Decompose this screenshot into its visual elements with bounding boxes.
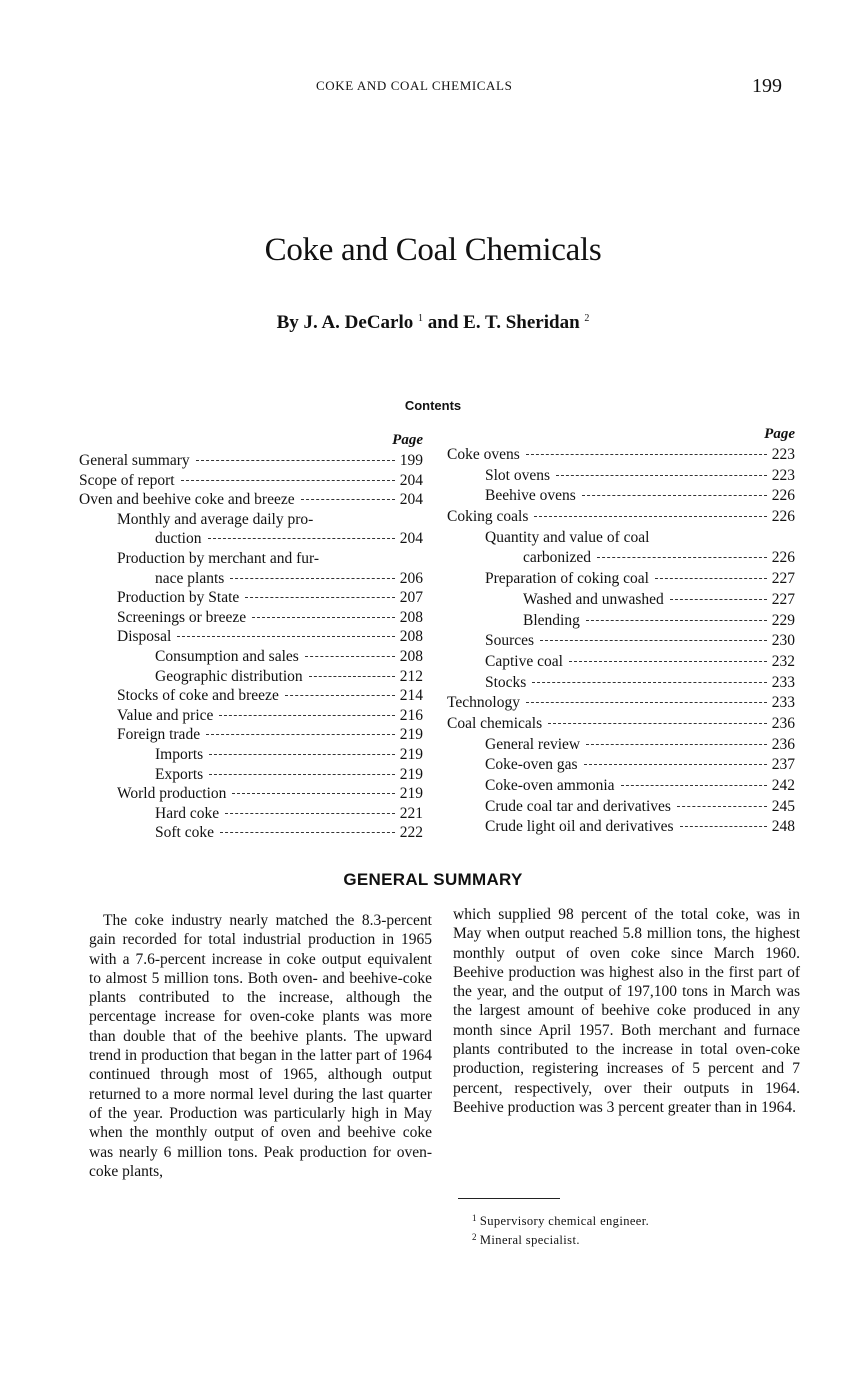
toc-entry-label: Blending xyxy=(523,611,580,629)
toc-entry-page: 219 xyxy=(399,785,423,803)
toc-entry-label: Quantity and value of coal xyxy=(485,528,650,546)
toc-entry-page: 236 xyxy=(771,714,795,732)
toc-dot-leader xyxy=(305,655,395,657)
toc-entry xyxy=(447,611,795,632)
toc-entry-label: Coke ovens xyxy=(447,446,520,463)
toc-entry-page: 207 xyxy=(399,589,423,607)
toc-page-label: Page xyxy=(392,432,423,448)
toc-entry-label: Screenings or breeze xyxy=(117,608,247,626)
toc-entry-label: Washed and unwashed xyxy=(523,590,664,608)
toc-entry-page: 199 xyxy=(399,452,423,469)
toc-entry xyxy=(447,776,795,797)
toc-left-column xyxy=(79,429,423,843)
toc-entry xyxy=(79,784,423,804)
toc-entry xyxy=(447,652,795,673)
footnote-number: 1 xyxy=(472,1213,477,1223)
toc-dot-leader xyxy=(230,577,394,579)
toc-entry xyxy=(79,510,423,530)
body-text-right: which supplied 98 percent of the total coke, was in May when output reached 5.8 million tons, the highest monthly output of oven coke since March 1960. Beehive production was highest also in the first part of the year, and the output of 197,100 tons in March was the largest amount of beehive coke produced in any month since April 1957. Both merchant and furnace plants contributed to the increase in total oven-coke production, registering increases of 5 percent and 7 percent, respectively, over their outputs in 1964. Beehive production was 3 percent greater than in 1964. xyxy=(453,906,800,1116)
toc-entry-label: General summary xyxy=(79,452,190,469)
toc-entry-label: Sources xyxy=(485,632,535,650)
toc-entry-page: 227 xyxy=(771,570,795,588)
toc-entry-label: Coke-oven gas xyxy=(485,756,578,774)
toc-entry-label: Imports xyxy=(155,745,204,763)
toc-entry-label: Production by merchant and fur- xyxy=(117,549,319,567)
toc-dot-leader xyxy=(597,556,767,558)
toc-entry xyxy=(447,528,795,549)
toc-entry-page: 223 xyxy=(771,466,795,484)
footnote-rule xyxy=(458,1198,560,1199)
toc-dot-leader xyxy=(232,792,394,794)
toc-dot-leader xyxy=(548,722,767,724)
toc-entry-page: 204 xyxy=(399,491,423,509)
toc-entry xyxy=(79,549,423,569)
toc-entry-page: 237 xyxy=(771,756,795,774)
toc-entry xyxy=(447,735,795,756)
toc-entry xyxy=(79,647,423,667)
toc-entry xyxy=(447,569,795,590)
toc-entry-label: Disposal xyxy=(117,628,172,646)
toc-entry-label: Beehive ovens xyxy=(485,487,576,505)
toc-entry-label: Stocks of coke and breeze xyxy=(117,687,279,705)
running-title: COKE AND COAL CHEMICALS xyxy=(316,78,513,93)
toc-entry-label: carbonized xyxy=(523,549,591,567)
toc-entry xyxy=(447,548,795,569)
toc-entry-label: Crude coal tar and derivatives xyxy=(485,797,671,815)
toc-entry-page: 216 xyxy=(399,706,423,724)
toc-dot-leader xyxy=(196,459,395,461)
toc-dot-leader xyxy=(208,537,395,539)
toc-entry xyxy=(447,445,795,466)
toc-entry xyxy=(447,755,795,776)
footnote-number: 2 xyxy=(472,1232,477,1242)
toc-entry-label: General review xyxy=(485,735,581,753)
toc-entry-page: 204 xyxy=(399,471,423,489)
footnote-ref-1: 1 xyxy=(418,313,424,324)
toc-dot-leader xyxy=(534,515,766,517)
toc-entry xyxy=(447,466,795,487)
toc-entry xyxy=(447,673,795,694)
toc-right-column xyxy=(447,423,795,838)
toc-entry-label: Monthly and average daily pro- xyxy=(117,510,314,528)
toc-right-list xyxy=(447,445,795,838)
toc-dot-leader xyxy=(209,753,395,755)
toc-entry-page: 212 xyxy=(399,667,423,685)
toc-entry-label: World production xyxy=(117,785,227,803)
toc-entry-page: 248 xyxy=(771,818,795,836)
toc-entry xyxy=(79,765,423,785)
toc-entry-label: Hard coke xyxy=(155,804,220,822)
toc-entry-page: 222 xyxy=(399,824,423,842)
toc-entry-page: 226 xyxy=(771,549,795,567)
toc-entry-page: 208 xyxy=(399,647,423,665)
author-1: By J. A. DeCarlo xyxy=(276,312,414,333)
footnote-1 xyxy=(472,1210,649,1229)
toc-entry-label: Technology xyxy=(447,694,520,712)
toc-entry xyxy=(447,693,795,714)
toc-entry-page: 219 xyxy=(399,726,423,744)
toc-dot-leader xyxy=(670,598,767,600)
contents-heading: Contents xyxy=(404,398,462,413)
toc-entry xyxy=(447,486,795,507)
footnote-text: Supervisory chemical engineer. xyxy=(479,1214,650,1228)
toc-dot-leader xyxy=(309,675,395,677)
section-heading: GENERAL SUMMARY xyxy=(343,870,523,889)
toc-entry-label: Scope of report xyxy=(79,471,175,489)
toc-entry-label: Stocks xyxy=(485,673,527,691)
toc-entry-label: Crude light oil and derivatives xyxy=(485,818,674,836)
toc-entry-label: Exports xyxy=(155,765,204,783)
toc-entry-page: 226 xyxy=(771,508,795,526)
toc-entry xyxy=(79,725,423,745)
toc-entry-page: 242 xyxy=(771,777,795,794)
toc-entry-label: Consumption and sales xyxy=(155,647,299,665)
toc-entry xyxy=(79,490,423,510)
toc-entry-page: 223 xyxy=(771,446,795,463)
toc-entry xyxy=(79,706,423,726)
toc-entry-page: 236 xyxy=(771,735,795,753)
byline xyxy=(0,312,866,334)
toc-dot-leader xyxy=(540,639,767,641)
page-number: 199 xyxy=(752,75,782,97)
toc-entry xyxy=(447,817,795,838)
toc-dot-leader xyxy=(301,498,395,500)
toc-entry-page: 229 xyxy=(771,611,795,629)
toc-entry-label: Soft coke xyxy=(155,824,214,842)
toc-dot-leader xyxy=(177,635,395,637)
toc-dot-leader xyxy=(220,831,395,833)
toc-entry xyxy=(79,804,423,824)
toc-entry-label: Oven and beehive coke and breeze xyxy=(79,491,295,509)
toc-entry xyxy=(447,631,795,652)
toc-entry-page: 230 xyxy=(771,632,795,650)
toc-entry xyxy=(79,627,423,647)
toc-dot-leader xyxy=(526,453,767,455)
toc-dot-leader xyxy=(569,660,767,662)
toc-entry-page: 226 xyxy=(771,487,795,505)
toc-entry xyxy=(79,451,423,471)
toc-entry-label: Coal chemicals xyxy=(447,714,543,732)
toc-dot-leader xyxy=(621,784,767,786)
toc-entry-label: duction xyxy=(155,530,202,548)
toc-entry-label: Captive coal xyxy=(485,652,563,670)
toc-entry-page: 208 xyxy=(399,608,423,626)
footnote-2 xyxy=(472,1229,649,1248)
toc-dot-leader xyxy=(219,714,394,716)
toc-left-list xyxy=(79,451,423,843)
footnotes xyxy=(472,1210,649,1248)
toc-entry xyxy=(447,797,795,818)
toc-entry xyxy=(79,608,423,628)
toc-entry xyxy=(79,686,423,706)
toc-entry-page: 219 xyxy=(399,745,423,763)
toc-dot-leader xyxy=(206,733,395,735)
toc-dot-leader xyxy=(655,577,767,579)
toc-dot-leader xyxy=(245,596,394,598)
toc-dot-leader xyxy=(252,616,395,618)
toc-dot-leader xyxy=(285,694,395,696)
toc-entry xyxy=(447,714,795,735)
toc-entry-label: Preparation of coking coal xyxy=(485,570,649,588)
toc-entry-page: 245 xyxy=(771,797,795,815)
footnote-text: Mineral specialist. xyxy=(479,1233,580,1247)
footnote-ref-2: 2 xyxy=(584,313,590,324)
toc-entry xyxy=(79,471,423,491)
toc-entry-label: Coking coals xyxy=(447,508,529,526)
toc-dot-leader xyxy=(556,474,767,476)
toc-dot-leader xyxy=(209,773,395,775)
toc-dot-leader xyxy=(677,805,767,807)
toc-entry xyxy=(447,507,795,528)
toc-entry-label: Foreign trade xyxy=(117,726,201,744)
toc-entry-label: Geographic distribution xyxy=(155,667,303,685)
toc-entry xyxy=(447,590,795,611)
toc-entry-label: Slot ovens xyxy=(485,466,551,484)
toc-dot-leader xyxy=(582,494,767,496)
toc-dot-leader xyxy=(526,701,767,703)
toc-entry xyxy=(79,823,423,843)
toc-dot-leader xyxy=(225,812,395,814)
toc-entry-page: 233 xyxy=(771,694,795,712)
author-2: and E. T. Sheridan xyxy=(427,312,580,333)
toc-entry-page: 206 xyxy=(399,569,423,587)
toc-entry-page: 233 xyxy=(771,673,795,691)
toc-entry-page: 204 xyxy=(399,530,423,548)
article-title: Coke and Coal Chemicals xyxy=(264,232,602,268)
body-text-left: The coke industry nearly matched the 8.3-percent gain recorded for total industrial production in 1965 with a 7.6-percent increase in coke output equivalent to almost 5 million tons. Both oven- and beehive-coke plants contributed to the increase, although the percentage increase for oven-coke plants was more than double that of the beehive plants. The upward trend in production that began in the latter part of 1964 continued through most of 1965, although output returned to a more normal level during the last quarter of the year. Production was particularly high in May when the monthly output of oven and beehive coke was nearly 6 million tons. Peak production for oven-coke plants, xyxy=(89,912,432,1180)
toc-entry-label: Value and price xyxy=(117,706,214,724)
toc-dot-leader xyxy=(680,825,767,827)
toc-dot-leader xyxy=(586,619,767,621)
toc-entry-page: 232 xyxy=(771,652,795,670)
toc-entry xyxy=(79,667,423,687)
toc-dot-leader xyxy=(181,479,395,481)
toc-entry-label: nace plants xyxy=(155,569,225,587)
running-header xyxy=(0,75,866,98)
toc-entry xyxy=(79,529,423,549)
toc-entry-label: Coke-oven ammonia xyxy=(485,777,615,794)
toc-entry-label: Production by State xyxy=(117,589,240,607)
toc-dot-leader xyxy=(586,743,767,745)
toc-entry-page: 221 xyxy=(399,804,423,822)
toc-entry xyxy=(79,745,423,765)
toc-entry-page: 208 xyxy=(399,628,423,646)
toc-entry-page: 214 xyxy=(399,687,423,705)
toc-dot-leader xyxy=(584,763,767,765)
toc-entry-page: 227 xyxy=(771,590,795,608)
toc-entry xyxy=(79,569,423,589)
toc-entry-page: 219 xyxy=(399,765,423,783)
toc-dot-leader xyxy=(532,681,766,683)
toc-entry xyxy=(79,588,423,608)
toc-page-label: Page xyxy=(764,426,795,442)
